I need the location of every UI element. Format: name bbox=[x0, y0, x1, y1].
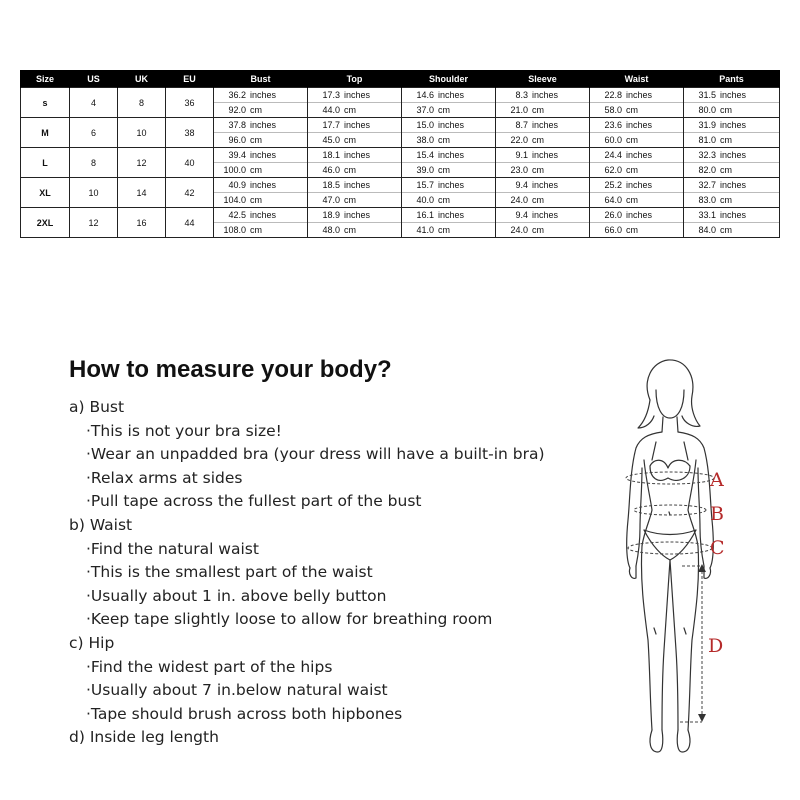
instruction-heading: c) Hip bbox=[69, 633, 115, 652]
measure-unit: cm bbox=[532, 165, 544, 175]
measure-value: 42.5 bbox=[228, 210, 246, 220]
measure-unit: inches bbox=[626, 180, 653, 190]
col-header-uk: UK bbox=[118, 70, 166, 88]
cell-measure-cm bbox=[684, 223, 780, 238]
measure-value: 37.8 bbox=[228, 120, 246, 130]
cell-size: M bbox=[21, 118, 70, 148]
cell-us: 6 bbox=[70, 118, 118, 148]
measure-value: 18.5 bbox=[322, 180, 340, 190]
measure-unit: cm bbox=[532, 105, 544, 115]
measure-value: 8.7 bbox=[515, 120, 528, 130]
measure-unit: cm bbox=[720, 195, 732, 205]
measure-value: 18.9 bbox=[322, 210, 340, 220]
table-row bbox=[21, 118, 780, 133]
measure-unit: inches bbox=[626, 210, 653, 220]
instruction-item: ·Pull tape across the fullest part of the bust bbox=[86, 492, 422, 511]
measure-value: 17.3 bbox=[322, 90, 340, 100]
measure-value: 46.0 bbox=[322, 165, 340, 175]
measure-unit: inches bbox=[626, 90, 653, 100]
measure-unit: cm bbox=[250, 135, 262, 145]
cell-measure-cm bbox=[402, 103, 496, 118]
cell-measure-in bbox=[590, 88, 684, 103]
cell-uk: 10 bbox=[118, 118, 166, 148]
measure-unit: inches bbox=[626, 120, 653, 130]
col-header-size: Size bbox=[21, 70, 70, 88]
cell-measure-in bbox=[308, 178, 402, 193]
measure-unit: inches bbox=[250, 150, 277, 160]
measure-unit: inches bbox=[438, 180, 465, 190]
measure-value: 9.4 bbox=[515, 180, 528, 190]
cell-uk: 8 bbox=[118, 88, 166, 118]
measure-unit: cm bbox=[532, 195, 544, 205]
col-header-top: Top bbox=[308, 70, 402, 88]
measure-unit: cm bbox=[626, 135, 638, 145]
measure-value: 26.0 bbox=[604, 210, 622, 220]
instruction-heading: b) Waist bbox=[69, 515, 133, 534]
measure-unit: inches bbox=[720, 150, 747, 160]
measure-unit: inches bbox=[250, 210, 277, 220]
measure-value: 22.8 bbox=[604, 90, 622, 100]
cell-measure-cm bbox=[496, 193, 590, 208]
measure-unit: cm bbox=[626, 225, 638, 235]
measure-unit: inches bbox=[438, 120, 465, 130]
measure-unit: cm bbox=[250, 195, 262, 205]
table-row bbox=[21, 178, 780, 193]
measure-unit: inches bbox=[250, 120, 277, 130]
measure-value: 39.4 bbox=[228, 150, 246, 160]
cell-measure-in bbox=[496, 118, 590, 133]
measure-value: 108.0 bbox=[223, 225, 246, 235]
cell-uk: 14 bbox=[118, 178, 166, 208]
cell-measure-cm bbox=[684, 103, 780, 118]
cell-measure-in bbox=[214, 88, 308, 103]
label-c: C bbox=[710, 537, 725, 559]
cell-measure-cm bbox=[590, 193, 684, 208]
cell-measure-cm bbox=[684, 193, 780, 208]
measure-unit: inches bbox=[720, 210, 747, 220]
measure-value: 37.0 bbox=[416, 105, 434, 115]
measure-unit: cm bbox=[720, 105, 732, 115]
measure-value: 92.0 bbox=[228, 105, 246, 115]
cell-size: 2XL bbox=[21, 208, 70, 238]
cell-measure-in bbox=[214, 208, 308, 223]
cell-measure-in bbox=[214, 178, 308, 193]
measure-value: 8.3 bbox=[515, 90, 528, 100]
label-b: B bbox=[710, 503, 724, 525]
measure-unit: cm bbox=[344, 105, 356, 115]
cell-measure-cm bbox=[308, 133, 402, 148]
col-header-us: US bbox=[70, 70, 118, 88]
cell-measure-cm bbox=[402, 193, 496, 208]
measure-unit: inches bbox=[344, 150, 371, 160]
body-outline-illustration bbox=[600, 360, 760, 760]
cell-measure-in bbox=[496, 178, 590, 193]
measure-unit: inches bbox=[532, 90, 559, 100]
cell-measure-cm bbox=[496, 133, 590, 148]
cell-eu: 42 bbox=[166, 178, 214, 208]
measure-value: 9.1 bbox=[515, 150, 528, 160]
measure-value: 22.0 bbox=[510, 135, 528, 145]
measure-value: 62.0 bbox=[604, 165, 622, 175]
col-header-waist: Waist bbox=[590, 70, 684, 88]
measure-unit: cm bbox=[344, 195, 356, 205]
cell-measure-cm bbox=[590, 103, 684, 118]
col-header-bust: Bust bbox=[214, 70, 308, 88]
measure-unit: cm bbox=[438, 105, 450, 115]
cell-measure-in bbox=[402, 148, 496, 163]
measure-value: 24.0 bbox=[510, 225, 528, 235]
size-chart-table bbox=[20, 70, 780, 238]
cell-size: L bbox=[21, 148, 70, 178]
measure-unit: cm bbox=[438, 135, 450, 145]
measure-unit: inches bbox=[720, 90, 747, 100]
col-header-sleeve: Sleeve bbox=[496, 70, 590, 88]
instruction-heading: a) Bust bbox=[69, 398, 125, 416]
instruction-item: ·Usually about 1 in. above belly button bbox=[86, 586, 387, 605]
measure-value: 24.4 bbox=[604, 150, 622, 160]
measure-value: 17.7 bbox=[322, 120, 340, 130]
cell-measure-cm bbox=[214, 193, 308, 208]
measure-unit: cm bbox=[720, 225, 732, 235]
measure-unit: inches bbox=[720, 120, 747, 130]
label-a: A bbox=[710, 469, 724, 491]
measure-value: 104.0 bbox=[223, 195, 246, 205]
cell-us: 4 bbox=[70, 88, 118, 118]
measure-value: 81.0 bbox=[698, 135, 716, 145]
cell-measure-in bbox=[684, 118, 780, 133]
measure-value: 21.0 bbox=[510, 105, 528, 115]
measure-lines bbox=[626, 472, 714, 722]
measure-unit: inches bbox=[344, 90, 371, 100]
measure-unit: cm bbox=[532, 225, 544, 235]
cell-measure-in bbox=[308, 118, 402, 133]
cell-eu: 38 bbox=[166, 118, 214, 148]
col-header-eu: EU bbox=[166, 70, 214, 88]
cell-measure-in bbox=[496, 208, 590, 223]
measure-value: 33.1 bbox=[698, 210, 716, 220]
measure-value: 44.0 bbox=[322, 105, 340, 115]
measure-unit: cm bbox=[720, 135, 732, 145]
measure-unit: cm bbox=[250, 225, 262, 235]
measure-unit: inches bbox=[720, 180, 747, 190]
cell-measure-in bbox=[308, 208, 402, 223]
body-measure-figure bbox=[600, 360, 760, 760]
cell-uk: 12 bbox=[118, 148, 166, 178]
measure-value: 80.0 bbox=[698, 105, 716, 115]
bust-measure-line bbox=[626, 472, 714, 484]
table-row bbox=[21, 148, 780, 163]
cell-eu: 44 bbox=[166, 208, 214, 238]
measure-value: 15.4 bbox=[416, 150, 434, 160]
measure-value: 47.0 bbox=[322, 195, 340, 205]
measure-unit: cm bbox=[250, 105, 262, 115]
measure-unit: cm bbox=[438, 225, 450, 235]
measure-unit: cm bbox=[626, 105, 638, 115]
cell-measure-cm bbox=[496, 223, 590, 238]
instruction-item: ·Keep tape slightly loose to allow for breathing room bbox=[86, 610, 493, 629]
measure-unit: cm bbox=[344, 225, 356, 235]
cell-measure-cm bbox=[684, 133, 780, 148]
instruction-heading: d) Inside leg length bbox=[69, 728, 219, 747]
measure-unit: inches bbox=[438, 150, 465, 160]
measure-value: 48.0 bbox=[322, 225, 340, 235]
measure-instructions-list bbox=[69, 396, 589, 750]
measure-unit: inches bbox=[344, 210, 371, 220]
body-outline bbox=[627, 360, 714, 752]
cell-measure-cm bbox=[214, 163, 308, 178]
measure-unit: cm bbox=[626, 165, 638, 175]
cell-measure-cm bbox=[308, 103, 402, 118]
measure-unit: inches bbox=[250, 180, 277, 190]
cell-measure-in bbox=[402, 208, 496, 223]
cell-measure-cm bbox=[214, 103, 308, 118]
cell-measure-cm bbox=[590, 133, 684, 148]
measure-value: 41.0 bbox=[416, 225, 434, 235]
cell-measure-in bbox=[496, 88, 590, 103]
measure-value: 23.6 bbox=[604, 120, 622, 130]
cell-us: 8 bbox=[70, 148, 118, 178]
measure-unit: cm bbox=[720, 165, 732, 175]
cell-measure-cm bbox=[308, 163, 402, 178]
instruction-item: ·Wear an unpadded bra (your dress will have a built-in bra) bbox=[86, 445, 545, 464]
instruction-item: ·Find the natural waist bbox=[86, 539, 259, 558]
measure-value: 64.0 bbox=[604, 195, 622, 205]
measure-value: 9.4 bbox=[515, 210, 528, 220]
cell-measure-cm bbox=[590, 223, 684, 238]
cell-measure-in bbox=[590, 148, 684, 163]
cell-measure-in bbox=[684, 178, 780, 193]
instruction-item: ·Relax arms at sides bbox=[86, 468, 243, 487]
measure-value: 36.2 bbox=[228, 90, 246, 100]
cell-measure-cm bbox=[684, 163, 780, 178]
measure-unit: cm bbox=[344, 165, 356, 175]
cell-measure-in bbox=[308, 88, 402, 103]
col-header-shoulder: Shoulder bbox=[402, 70, 496, 88]
cell-us: 12 bbox=[70, 208, 118, 238]
measure-unit: inches bbox=[532, 120, 559, 130]
measure-unit: cm bbox=[250, 165, 262, 175]
cell-measure-cm bbox=[496, 103, 590, 118]
cell-measure-cm bbox=[402, 223, 496, 238]
measure-value: 18.1 bbox=[322, 150, 340, 160]
size-table-header-row bbox=[21, 70, 780, 88]
measure-unit: inches bbox=[438, 210, 465, 220]
cell-measure-cm bbox=[308, 223, 402, 238]
cell-measure-in bbox=[402, 118, 496, 133]
measure-value: 58.0 bbox=[604, 105, 622, 115]
cell-size: XL bbox=[21, 178, 70, 208]
cell-measure-cm bbox=[308, 193, 402, 208]
cell-measure-in bbox=[402, 178, 496, 193]
guide-title: How to measure your body? bbox=[69, 356, 392, 383]
cell-measure-cm bbox=[496, 163, 590, 178]
cell-measure-cm bbox=[214, 133, 308, 148]
hip-measure-line bbox=[628, 542, 712, 554]
measure-value: 31.9 bbox=[698, 120, 716, 130]
measure-value: 96.0 bbox=[228, 135, 246, 145]
measure-unit: cm bbox=[344, 135, 356, 145]
cell-eu: 40 bbox=[166, 148, 214, 178]
measure-unit: inches bbox=[344, 180, 371, 190]
instruction-item: ·Find the widest part of the hips bbox=[86, 657, 333, 676]
col-header-pants: Pants bbox=[684, 70, 780, 88]
measure-unit: cm bbox=[532, 135, 544, 145]
measure-unit: cm bbox=[438, 195, 450, 205]
cell-measure-in bbox=[590, 178, 684, 193]
measure-value: 14.6 bbox=[416, 90, 434, 100]
measure-value: 32.7 bbox=[698, 180, 716, 190]
instruction-item: ·Tape should brush across both hipbones bbox=[86, 704, 403, 723]
cell-measure-in bbox=[684, 148, 780, 163]
cell-measure-in bbox=[590, 208, 684, 223]
cell-us: 10 bbox=[70, 178, 118, 208]
cell-uk: 16 bbox=[118, 208, 166, 238]
measure-value: 15.0 bbox=[416, 120, 434, 130]
measure-value: 39.0 bbox=[416, 165, 434, 175]
cell-measure-in bbox=[590, 118, 684, 133]
cell-measure-in bbox=[308, 148, 402, 163]
cell-measure-in bbox=[214, 118, 308, 133]
measure-value: 66.0 bbox=[604, 225, 622, 235]
cell-measure-cm bbox=[590, 163, 684, 178]
cell-eu: 36 bbox=[166, 88, 214, 118]
measure-unit: inches bbox=[532, 210, 559, 220]
cell-measure-in bbox=[684, 88, 780, 103]
measure-value: 16.1 bbox=[416, 210, 434, 220]
measure-unit: inches bbox=[532, 150, 559, 160]
cell-measure-cm bbox=[402, 163, 496, 178]
cell-measure-cm bbox=[214, 223, 308, 238]
measure-value: 24.0 bbox=[510, 195, 528, 205]
instruction-item: ·This is the smallest part of the waist bbox=[86, 563, 373, 582]
cell-measure-in bbox=[214, 148, 308, 163]
measure-unit: cm bbox=[438, 165, 450, 175]
cell-measure-cm bbox=[402, 133, 496, 148]
measure-value: 25.2 bbox=[604, 180, 622, 190]
measure-unit: inches bbox=[626, 150, 653, 160]
measure-value: 31.5 bbox=[698, 90, 716, 100]
measure-value: 23.0 bbox=[510, 165, 528, 175]
measure-value: 84.0 bbox=[698, 225, 716, 235]
cell-measure-in bbox=[496, 148, 590, 163]
measure-unit: inches bbox=[250, 90, 277, 100]
instruction-item: ·Usually about 7 in.below natural waist bbox=[86, 681, 388, 700]
measure-value: 40.0 bbox=[416, 195, 434, 205]
measure-value: 15.7 bbox=[416, 180, 434, 190]
measure-value: 60.0 bbox=[604, 135, 622, 145]
measure-value: 83.0 bbox=[698, 195, 716, 205]
measure-unit: cm bbox=[626, 195, 638, 205]
measure-value: 38.0 bbox=[416, 135, 434, 145]
size-table-body bbox=[21, 88, 780, 238]
measure-value: 45.0 bbox=[322, 135, 340, 145]
instruction-item: ·This is not your bra size! bbox=[86, 421, 282, 440]
cell-size: s bbox=[21, 88, 70, 118]
measure-value: 82.0 bbox=[698, 165, 716, 175]
measure-unit: inches bbox=[344, 120, 371, 130]
measure-unit: inches bbox=[532, 180, 559, 190]
label-d: D bbox=[708, 635, 724, 657]
table-row bbox=[21, 208, 780, 223]
measure-value: 100.0 bbox=[223, 165, 246, 175]
measure-value: 40.9 bbox=[228, 180, 246, 190]
measure-unit: inches bbox=[438, 90, 465, 100]
measure-value: 32.3 bbox=[698, 150, 716, 160]
table-row bbox=[21, 88, 780, 103]
cell-measure-in bbox=[684, 208, 780, 223]
cell-measure-in bbox=[402, 88, 496, 103]
